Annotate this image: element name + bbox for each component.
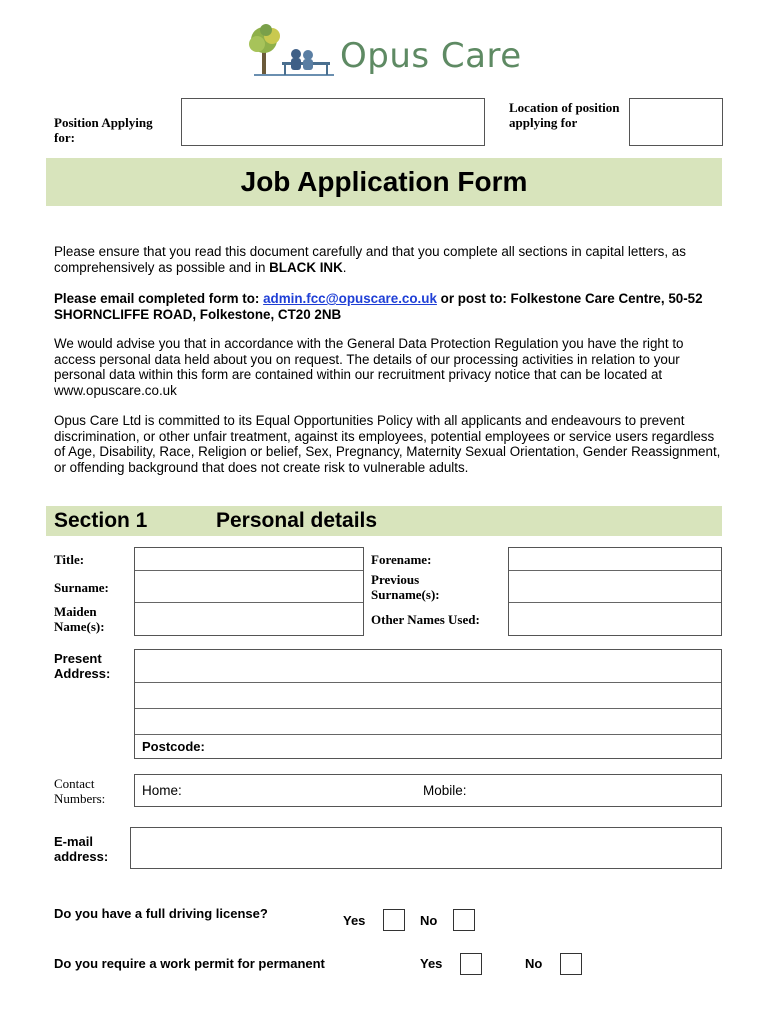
intro-text-1-end: .: [342, 259, 347, 275]
work-permit-question: Do you require a work permit for permanent: [54, 956, 325, 971]
intro-paragraph-2: [54, 291, 722, 322]
permit-no-checkbox[interactable]: [560, 953, 582, 975]
logo: [246, 24, 526, 84]
permit-yes-checkbox[interactable]: [460, 953, 482, 975]
section-number: Section 1: [54, 509, 148, 532]
permit-no-label: No: [525, 956, 543, 971]
driving-yes-checkbox[interactable]: [383, 909, 405, 931]
position-label: Position Applying for:: [54, 115, 153, 145]
driving-no-checkbox[interactable]: [453, 909, 475, 931]
email-address-input[interactable]: [130, 827, 722, 869]
forename-input[interactable]: [509, 548, 721, 569]
address-line-3-input[interactable]: [135, 708, 721, 733]
email-link[interactable]: admin.fcc@opuscare.co.uk: [263, 291, 437, 306]
section-1-bar: [46, 506, 722, 536]
present-address-label: Present Address:: [54, 651, 111, 681]
postcode-label: Postcode:: [142, 739, 205, 754]
forename-label: Forename:: [371, 552, 432, 567]
title-bar: [46, 158, 722, 206]
permit-yes-label: Yes: [420, 956, 443, 971]
gdpr-paragraph: We would advise you that in accordance with the General Data Protection Regulation you have the right to access personal data held about you on request. The details of our processing activities in relation to your personal data within this form are contained within our recruitment privacy notice that can be located at www.opuscare.co.uk: [54, 336, 684, 398]
title-label: Title:: [54, 552, 85, 567]
black-ink-emphasis: BLACK INK: [269, 259, 343, 275]
other-names-label: Other Names Used:: [371, 612, 480, 627]
post-address: or post to: Folkestone Care Centre, 50-52 SHORNCLIFFE ROAD, Folkestone, CT20 2NB: [54, 291, 703, 322]
location-input[interactable]: [629, 98, 723, 146]
driving-no-label: No: [420, 913, 438, 928]
postcode-input[interactable]: [135, 734, 721, 758]
maiden-name-label: Maiden Name(s):: [54, 604, 105, 634]
driving-yes-label: Yes: [343, 913, 366, 928]
page-title: Job Application Form: [240, 166, 528, 197]
intro-paragraph-1: [54, 244, 722, 275]
driving-license-question: Do you have a full driving license?: [54, 906, 268, 921]
maiden-name-input[interactable]: [135, 603, 363, 635]
surname-input[interactable]: [135, 571, 363, 602]
address-line-2-input[interactable]: [135, 682, 721, 707]
surname-label: Surname:: [54, 580, 109, 595]
mobile-label: Mobile:: [423, 783, 467, 798]
contact-numbers-label: Contact Numbers:: [54, 776, 106, 806]
previous-surname-label: Previous Surname(s):: [371, 572, 440, 602]
tree-bench-logo-icon: [246, 24, 338, 80]
intro-text-1: Please ensure that you read this document carefully and that you complete all sections in capital letters, as comprehensively as possible and in: [54, 244, 686, 275]
email-address-label: E-mail address:: [54, 834, 109, 864]
position-input[interactable]: [181, 98, 485, 146]
brand-name: Opus Care: [340, 36, 522, 76]
location-label: Location of position applying for: [509, 100, 620, 130]
home-label: Home:: [142, 783, 182, 798]
address-line-1-input[interactable]: [135, 650, 721, 681]
section-title: Personal details: [216, 509, 378, 532]
equal-opportunities-paragraph: Opus Care Ltd is committed to its Equal Opportunities Policy with all applicants and endeavours to prevent discrimination, or other unfair treatment, against its employees, potential employees or service users regardless of Age, Disability, Race, Religion or belief, Sex, Pregnancy, Maternity Sexual Orientation, Gender Reassignment, or offending background that does not create risk to vulnerable adults.: [54, 413, 721, 475]
previous-surname-input[interactable]: [509, 571, 721, 602]
other-names-input[interactable]: [509, 603, 721, 635]
email-prefix: Please email completed form to:: [54, 291, 264, 306]
title-input[interactable]: [135, 548, 363, 569]
